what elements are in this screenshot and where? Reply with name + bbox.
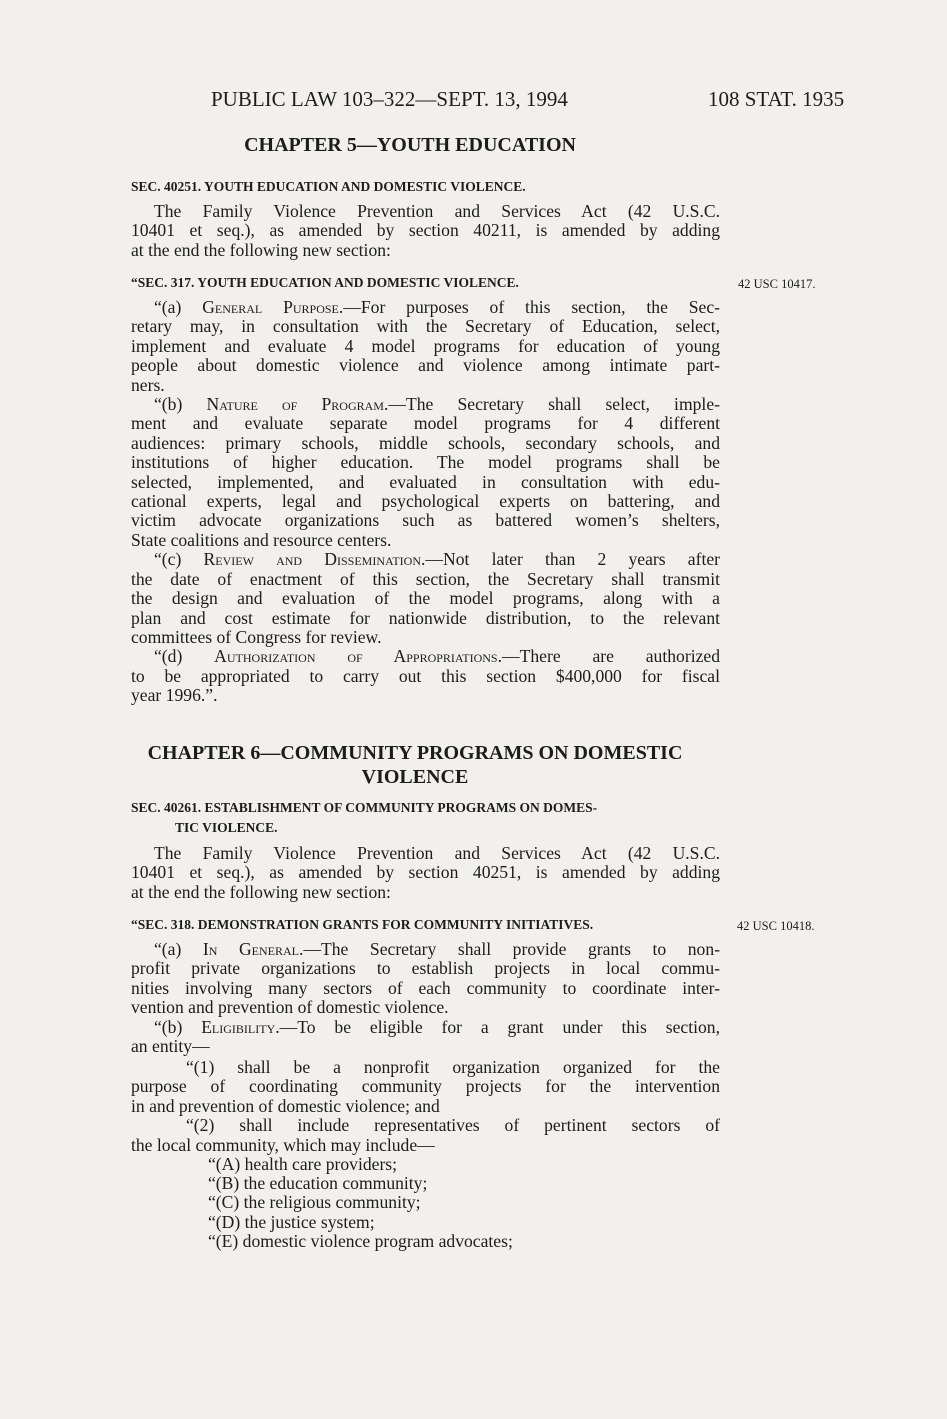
- margin-citation: 42 USC 10417.: [738, 277, 816, 291]
- text-line: implement and evaluate 4 model programs for education of young: [131, 335, 720, 356]
- text-line: the date of enactment of this section, the Secretary shall transmit: [131, 568, 720, 589]
- text-line: victim advocate organizations such as battered women’s shelters,: [131, 510, 720, 531]
- text-line: “(1) shall be a nonprofit organization organized for the: [186, 1057, 720, 1077]
- chapter-6-title: [110, 741, 720, 789]
- text-line: ners.: [131, 374, 165, 395]
- paragraph-heading: Review and Dissemination: [203, 549, 421, 570]
- sec-318-heading: “SEC. 318. DEMONSTRATION GRANTS FOR COMMUNITY INITIATIVES.: [131, 917, 594, 932]
- text-line: 10401 et seq.), as amended by section 40211, is amended by adding: [131, 220, 720, 241]
- text-line: at the end the following new section:: [131, 239, 391, 260]
- text-line: profit private organizations to establish projects in local commu-: [131, 958, 720, 979]
- text-line: committees of Congress for review.: [131, 626, 382, 647]
- list-item: “(B) the education community;: [208, 1173, 428, 1194]
- running-header-left: PUBLIC LAW 103–322—SEPT. 13, 1994: [211, 87, 568, 111]
- text-line: the local community, which may include—: [131, 1134, 435, 1155]
- text-line: cational experts, legal and psychological experts on battering, and: [131, 491, 720, 512]
- paragraph-heading: In General: [202, 939, 300, 959]
- list-item: “(E) domestic violence program advocates;: [208, 1230, 513, 1251]
- text-line: plan and cost estimate for nationwide distribution, to the relevant: [131, 607, 720, 628]
- sec-40251-heading: SEC. 40251. YOUTH EDUCATION AND DOMESTIC VIOLENCE.: [131, 179, 526, 194]
- text-line: State coalitions and resource centers.: [131, 529, 392, 550]
- sec-40261-intro: [131, 844, 720, 902]
- sub-items-list: [208, 1155, 513, 1251]
- sub-b1-body: [131, 1058, 720, 1155]
- paragraph-heading: Eligibility: [201, 1016, 276, 1037]
- paragraph-heading: Nature of Program: [206, 394, 384, 415]
- sec-317-heading: “SEC. 317. YOUTH EDUCATION AND DOMESTIC VIOLENCE.: [131, 275, 519, 290]
- sec-40261-heading-line-1: SEC. 40261. ESTABLISHMENT OF COMMUNITY PROGRAMS ON DOMES-: [131, 800, 598, 815]
- text-line: to be appropriated to carry out this section $400,000 for fiscal: [131, 665, 720, 686]
- paragraph-c-first-line: “(c) Review and Dissemination.—Not later than 2 years after: [154, 549, 721, 570]
- text-line: selected, implemented, and evaluated in consultation with edu-: [131, 471, 720, 492]
- margin-citation: 42 USC 10418.: [737, 919, 815, 933]
- text-line: at the end the following new section:: [131, 881, 391, 902]
- text-line: The Family Violence Prevention and Services Act (42 U.S.C.: [154, 843, 720, 863]
- text-line: institutions of higher education. The model programs shall be: [131, 452, 720, 473]
- paragraph-a-first-line: “(a) General Purpose.—For purposes of this section, the Sec-: [154, 297, 721, 317]
- text-line: ment and evaluate separate model programs for 4 different: [131, 413, 720, 434]
- chapter-5-title: CHAPTER 5—YOUTH EDUCATION: [244, 134, 576, 156]
- sec-318-body: [131, 940, 720, 1056]
- text-line: 10401 et seq.), as amended by section 40251, is amended by adding: [131, 862, 720, 883]
- text-line: an entity—: [131, 1036, 210, 1057]
- text-line: nities involving many sectors of each community to coordinate inter-: [131, 977, 720, 998]
- paragraph-b-first-line: “(b) Eligibility.—To be eligible for a grant under this section,: [154, 1016, 720, 1037]
- sec-317-body: [131, 298, 720, 706]
- paragraph-heading: Authorization of Appropriations: [214, 646, 498, 667]
- text-line: in and prevention of domestic violence; and: [131, 1095, 440, 1116]
- paragraph-d-first-line: “(d) Authorization of Appropriations.—There are authorized: [154, 646, 720, 667]
- chapter-6-title-line-2: VIOLENCE: [361, 766, 469, 788]
- paragraph-b-first-line: “(b) Nature of Program.—The Secretary shall select, imple-: [154, 394, 720, 415]
- sec-40261-heading-line-2: TIC VIOLENCE.: [175, 820, 278, 835]
- paragraph-a-first-line: “(a) In General.—The Secretary shall provide grants to non-: [154, 939, 721, 959]
- text-line: The Family Violence Prevention and Services Act (42 U.S.C.: [154, 201, 720, 221]
- paragraph-heading: General Purpose: [202, 297, 339, 317]
- text-line: vention and prevention of domestic violence.: [131, 997, 449, 1018]
- text-line: people about domestic violence and violence among intimate part-: [131, 355, 720, 376]
- text-line: the design and evaluation of the model programs, along with a: [131, 588, 720, 609]
- list-item: “(D) the justice system;: [208, 1211, 375, 1232]
- text-line: year 1996.”.: [131, 685, 218, 706]
- text-line: audiences: primary schools, middle schools, secondary schools, and: [131, 432, 720, 453]
- list-item: “(A) health care providers;: [208, 1154, 398, 1174]
- text-line: purpose of coordinating community projects for the intervention: [131, 1076, 720, 1097]
- list-item: “(C) the religious community;: [208, 1192, 421, 1213]
- text-line: “(2) shall include representatives of pertinent sectors of: [186, 1115, 720, 1136]
- chapter-6-title-line-1: CHAPTER 6—COMMUNITY PROGRAMS ON DOMESTIC: [147, 742, 683, 764]
- sec-40251-intro: [131, 202, 720, 260]
- running-header-right: 108 STAT. 1935: [708, 87, 845, 111]
- text-line: retary may, in consultation with the Secretary of Education, select,: [131, 316, 720, 337]
